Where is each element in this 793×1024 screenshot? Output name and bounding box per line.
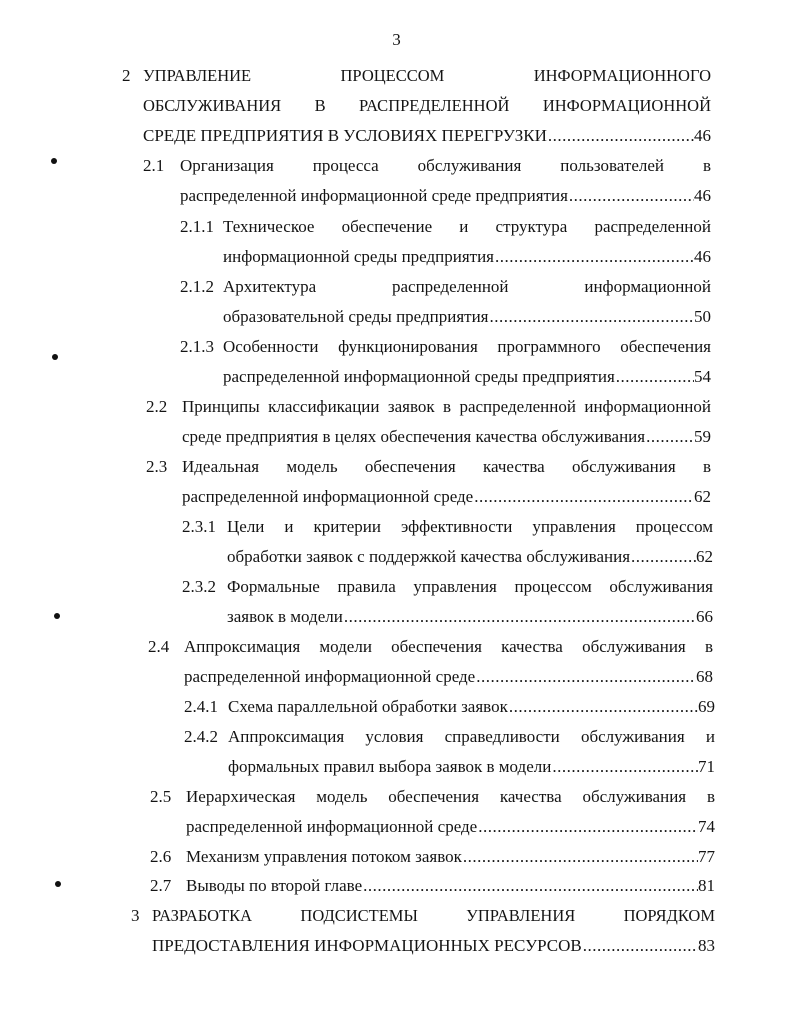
- toc-entry-title: распределенной информационной среде предприятия: [180, 186, 568, 205]
- toc-entry-title: распределенной информационной среде: [186, 817, 478, 836]
- toc-entry-number: 2.2: [146, 397, 168, 416]
- toc-entry-number: 2.4: [148, 637, 170, 656]
- toc-entry-leader: [143, 126, 711, 146]
- toc-entry-title: Схема параллельной обработки заявок: [228, 697, 508, 716]
- dot-leader: [630, 547, 696, 567]
- toc-entry-title: Аппроксимация модели обеспечения качества обслуживания в: [184, 637, 713, 656]
- toc-entry-title: формальных правил выбора заявок в модели: [228, 757, 552, 776]
- dot-leader: [489, 307, 695, 327]
- toc-entry-title: распределенной информационной среды предприятия: [223, 367, 615, 386]
- toc-entry-title: Формальные правила управления процессом обслуживания: [227, 577, 713, 596]
- dot-leader: [615, 367, 694, 387]
- toc-page-number: 50: [694, 307, 711, 326]
- toc-entry-title: Механизм управления потоком заявок: [186, 847, 462, 866]
- dot-leader: [477, 817, 698, 837]
- toc-entry-leader: [227, 547, 713, 567]
- toc-entry-title: ОБСЛУЖИВАНИЯ В РАСПРЕДЕЛЕННОЙ ИНФОРМАЦИОННОЙ: [143, 96, 711, 115]
- toc-entry-number: 2.3: [146, 457, 168, 476]
- hole-punch-mark: [54, 613, 60, 619]
- dot-leader: [551, 757, 698, 777]
- toc-entry-title: заявок в модели: [227, 607, 343, 626]
- toc-entry-number: 2.3.1: [182, 517, 216, 536]
- toc-entry-title: Организация процесса обслуживания пользователей в: [180, 156, 711, 175]
- toc-entry-title: Архитектура распределенной информационной: [223, 277, 711, 296]
- toc-entry-title: Техническое обеспечение и структура распределенной: [223, 217, 711, 236]
- toc-entry-number: 2.1.1: [180, 217, 214, 236]
- toc-page-number: 83: [698, 936, 715, 955]
- toc-entry-leader: [227, 607, 713, 627]
- toc-page-number: 81: [698, 876, 715, 895]
- toc-entry-number: 2.1.3: [180, 337, 214, 356]
- toc-entry-title: распределенной информационной среде: [184, 667, 476, 686]
- toc-page-number: 62: [694, 487, 711, 506]
- toc-entry-leader: [186, 876, 715, 896]
- toc-page-number: 74: [698, 817, 715, 836]
- toc-entry-leader: [182, 487, 711, 507]
- toc-entry-leader: [152, 936, 715, 956]
- toc-entry-title: среде предприятия в целях обеспечения качества обслуживания: [182, 427, 646, 446]
- toc-entry-leader: [186, 847, 715, 867]
- toc-page-number: 54: [694, 367, 711, 386]
- toc-page-number: 62: [696, 547, 713, 566]
- hole-punch-mark: [52, 354, 58, 360]
- toc-entry-leader: [182, 427, 711, 447]
- toc-entry-title: Аппроксимация условия справедливости обслуживания и: [228, 727, 715, 746]
- toc-entry-title: Особенности функционирования программного обеспечения: [223, 337, 711, 356]
- toc-page-number: 66: [696, 607, 713, 626]
- toc-entry-number: 2: [122, 66, 131, 85]
- dot-leader: [582, 936, 698, 956]
- toc-entry-leader: [223, 307, 711, 327]
- dot-leader: [362, 876, 698, 896]
- dot-leader: [473, 487, 694, 507]
- toc-entry-leader: [180, 186, 711, 206]
- toc-entry-title: РАЗРАБОТКА ПОДСИСТЕМЫ УПРАВЛЕНИЯ ПОРЯДКОМ: [152, 906, 715, 925]
- toc-entry-title: ПРЕДОСТАВЛЕНИЯ ИНФОРМАЦИОННЫХ РЕСУРСОВ: [152, 936, 582, 955]
- toc-page-number: 71: [698, 757, 715, 776]
- dot-leader: [475, 667, 696, 687]
- toc-entry-title: распределенной информационной среде: [182, 487, 474, 506]
- toc-page-number: 46: [694, 186, 711, 205]
- toc-entry-number: 2.3.2: [182, 577, 216, 596]
- hole-punch-mark: [51, 158, 57, 164]
- toc-entry-title: УПРАВЛЕНИЕ ПРОЦЕССОМ ИНФОРМАЦИОННОГО: [143, 66, 711, 85]
- toc-entry-title: информационной среды предприятия: [223, 247, 494, 266]
- toc-page-number: 59: [694, 427, 711, 446]
- toc-page-number: 69: [698, 697, 715, 716]
- toc-page-number: 46: [694, 247, 711, 266]
- toc-page-number: 68: [696, 667, 713, 686]
- toc-entry-title: Идеальная модель обеспечения качества обслуживания в: [182, 457, 711, 476]
- toc-entry-leader: [228, 757, 715, 777]
- toc-entry-number: 2.5: [150, 787, 172, 806]
- hole-punch-mark: [55, 881, 61, 887]
- toc-entry-leader: [228, 697, 715, 717]
- toc-entry-title: Цели и критерии эффективности управления процессом: [227, 517, 713, 536]
- dot-leader: [494, 247, 694, 267]
- toc-entry-number: 2.6: [150, 847, 172, 866]
- toc-entry-title: Выводы по второй главе: [186, 876, 363, 895]
- toc-entry-number: 2.4.1: [184, 697, 218, 716]
- dot-leader: [343, 607, 696, 627]
- dot-leader: [645, 427, 694, 447]
- dot-leader: [462, 847, 698, 867]
- toc-page-number: 46: [694, 126, 711, 145]
- dot-leader: [508, 697, 698, 717]
- toc-entry-title: СРЕДЕ ПРЕДПРИЯТИЯ В УСЛОВИЯХ ПЕРЕГРУЗКИ: [143, 126, 547, 145]
- toc-page-number: 77: [698, 847, 715, 866]
- toc-entry-leader: [186, 817, 715, 837]
- toc-entry-number: 2.1: [143, 156, 165, 175]
- toc-entry-leader: [223, 367, 711, 387]
- page-number: 3: [392, 30, 401, 49]
- toc-entry-number: 3: [131, 906, 140, 925]
- toc-entry-title: Иерархическая модель обеспечения качества обслуживания в: [186, 787, 715, 806]
- toc-entry-title: образовательной среды предприятия: [223, 307, 489, 326]
- toc-entry-title: обработки заявок с поддержкой качества обслуживания: [227, 547, 631, 566]
- dot-leader: [547, 126, 694, 146]
- toc-entry-title: Принципы классификации заявок в распределенной информационной: [182, 397, 711, 416]
- toc-entry-number: 2.1.2: [180, 277, 214, 296]
- toc-entry-leader: [184, 667, 713, 687]
- toc-entry-leader: [223, 247, 711, 267]
- toc-entry-number: 2.4.2: [184, 727, 218, 746]
- dot-leader: [568, 186, 694, 206]
- toc-entry-number: 2.7: [150, 876, 172, 895]
